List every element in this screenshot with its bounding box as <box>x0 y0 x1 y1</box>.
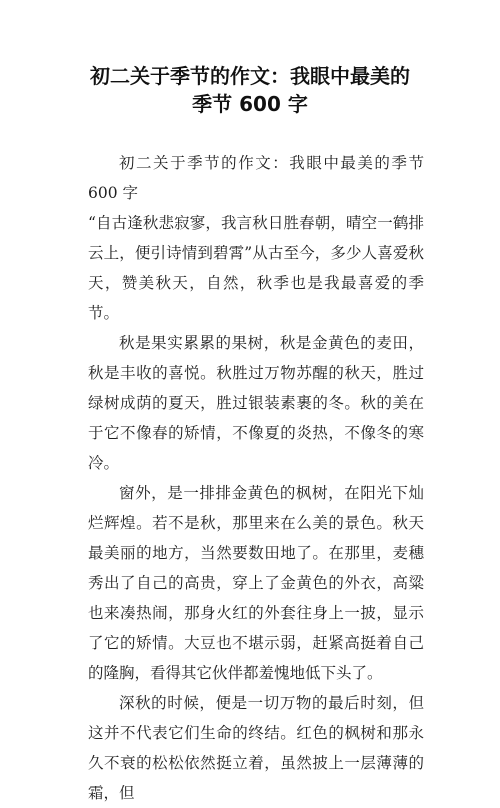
document-title-line-1: 初二关于季节的作文：我眼中最美的 <box>90 64 410 88</box>
paragraph-1: “自古逢秋悲寂寥，我言秋日胜春朝，晴空一鹤排云上，便引诗情到碧霄”从古至今，多少人喜爱秋天，赞美秋天，自然，秋季也是我最喜爱的季节。 <box>88 214 424 322</box>
document-title-line-2: 季节 600 字 <box>192 92 308 116</box>
paragraph-4: 深秋的时候，便是一切万物的最后时刻，但这并不代表它们生命的终结。红色的枫树和那永久不衰的松松依然挺立着，虽然披上一层薄薄的霜，但 <box>88 694 424 802</box>
paragraph-3: 窗外，是一排排金黄色的枫树，在阳光下灿烂辉煌。若不是秋，那里来在么美的景色。秋天最美丽的地方，当然要数田地了。在那里，麦穗秀出了自己的高贵，穿上了金黄色的外衣，高粱也来凑热闹，那身火红的外套往身上一披，显示了它的矫情。大豆也不堪示弱，赶紧高挺着自己的隆胸，看得其它伙伴都羞愧地低下头了。 <box>88 484 424 682</box>
paragraph-subtitle: 初二关于季节的作文：我眼中最美的季节 600 字 <box>88 154 424 202</box>
document-body <box>88 148 424 808</box>
paragraph-2: 秋是果实累累的果树，秋是金黄色的麦田，秋是丰收的喜悦。秋胜过万物苏醒的秋天，胜过绿树成荫的夏天，胜过银装素裹的冬。秋的美在于它不像春的矫情，不像夏的炎热，不像冬的寒冷。 <box>88 334 424 472</box>
